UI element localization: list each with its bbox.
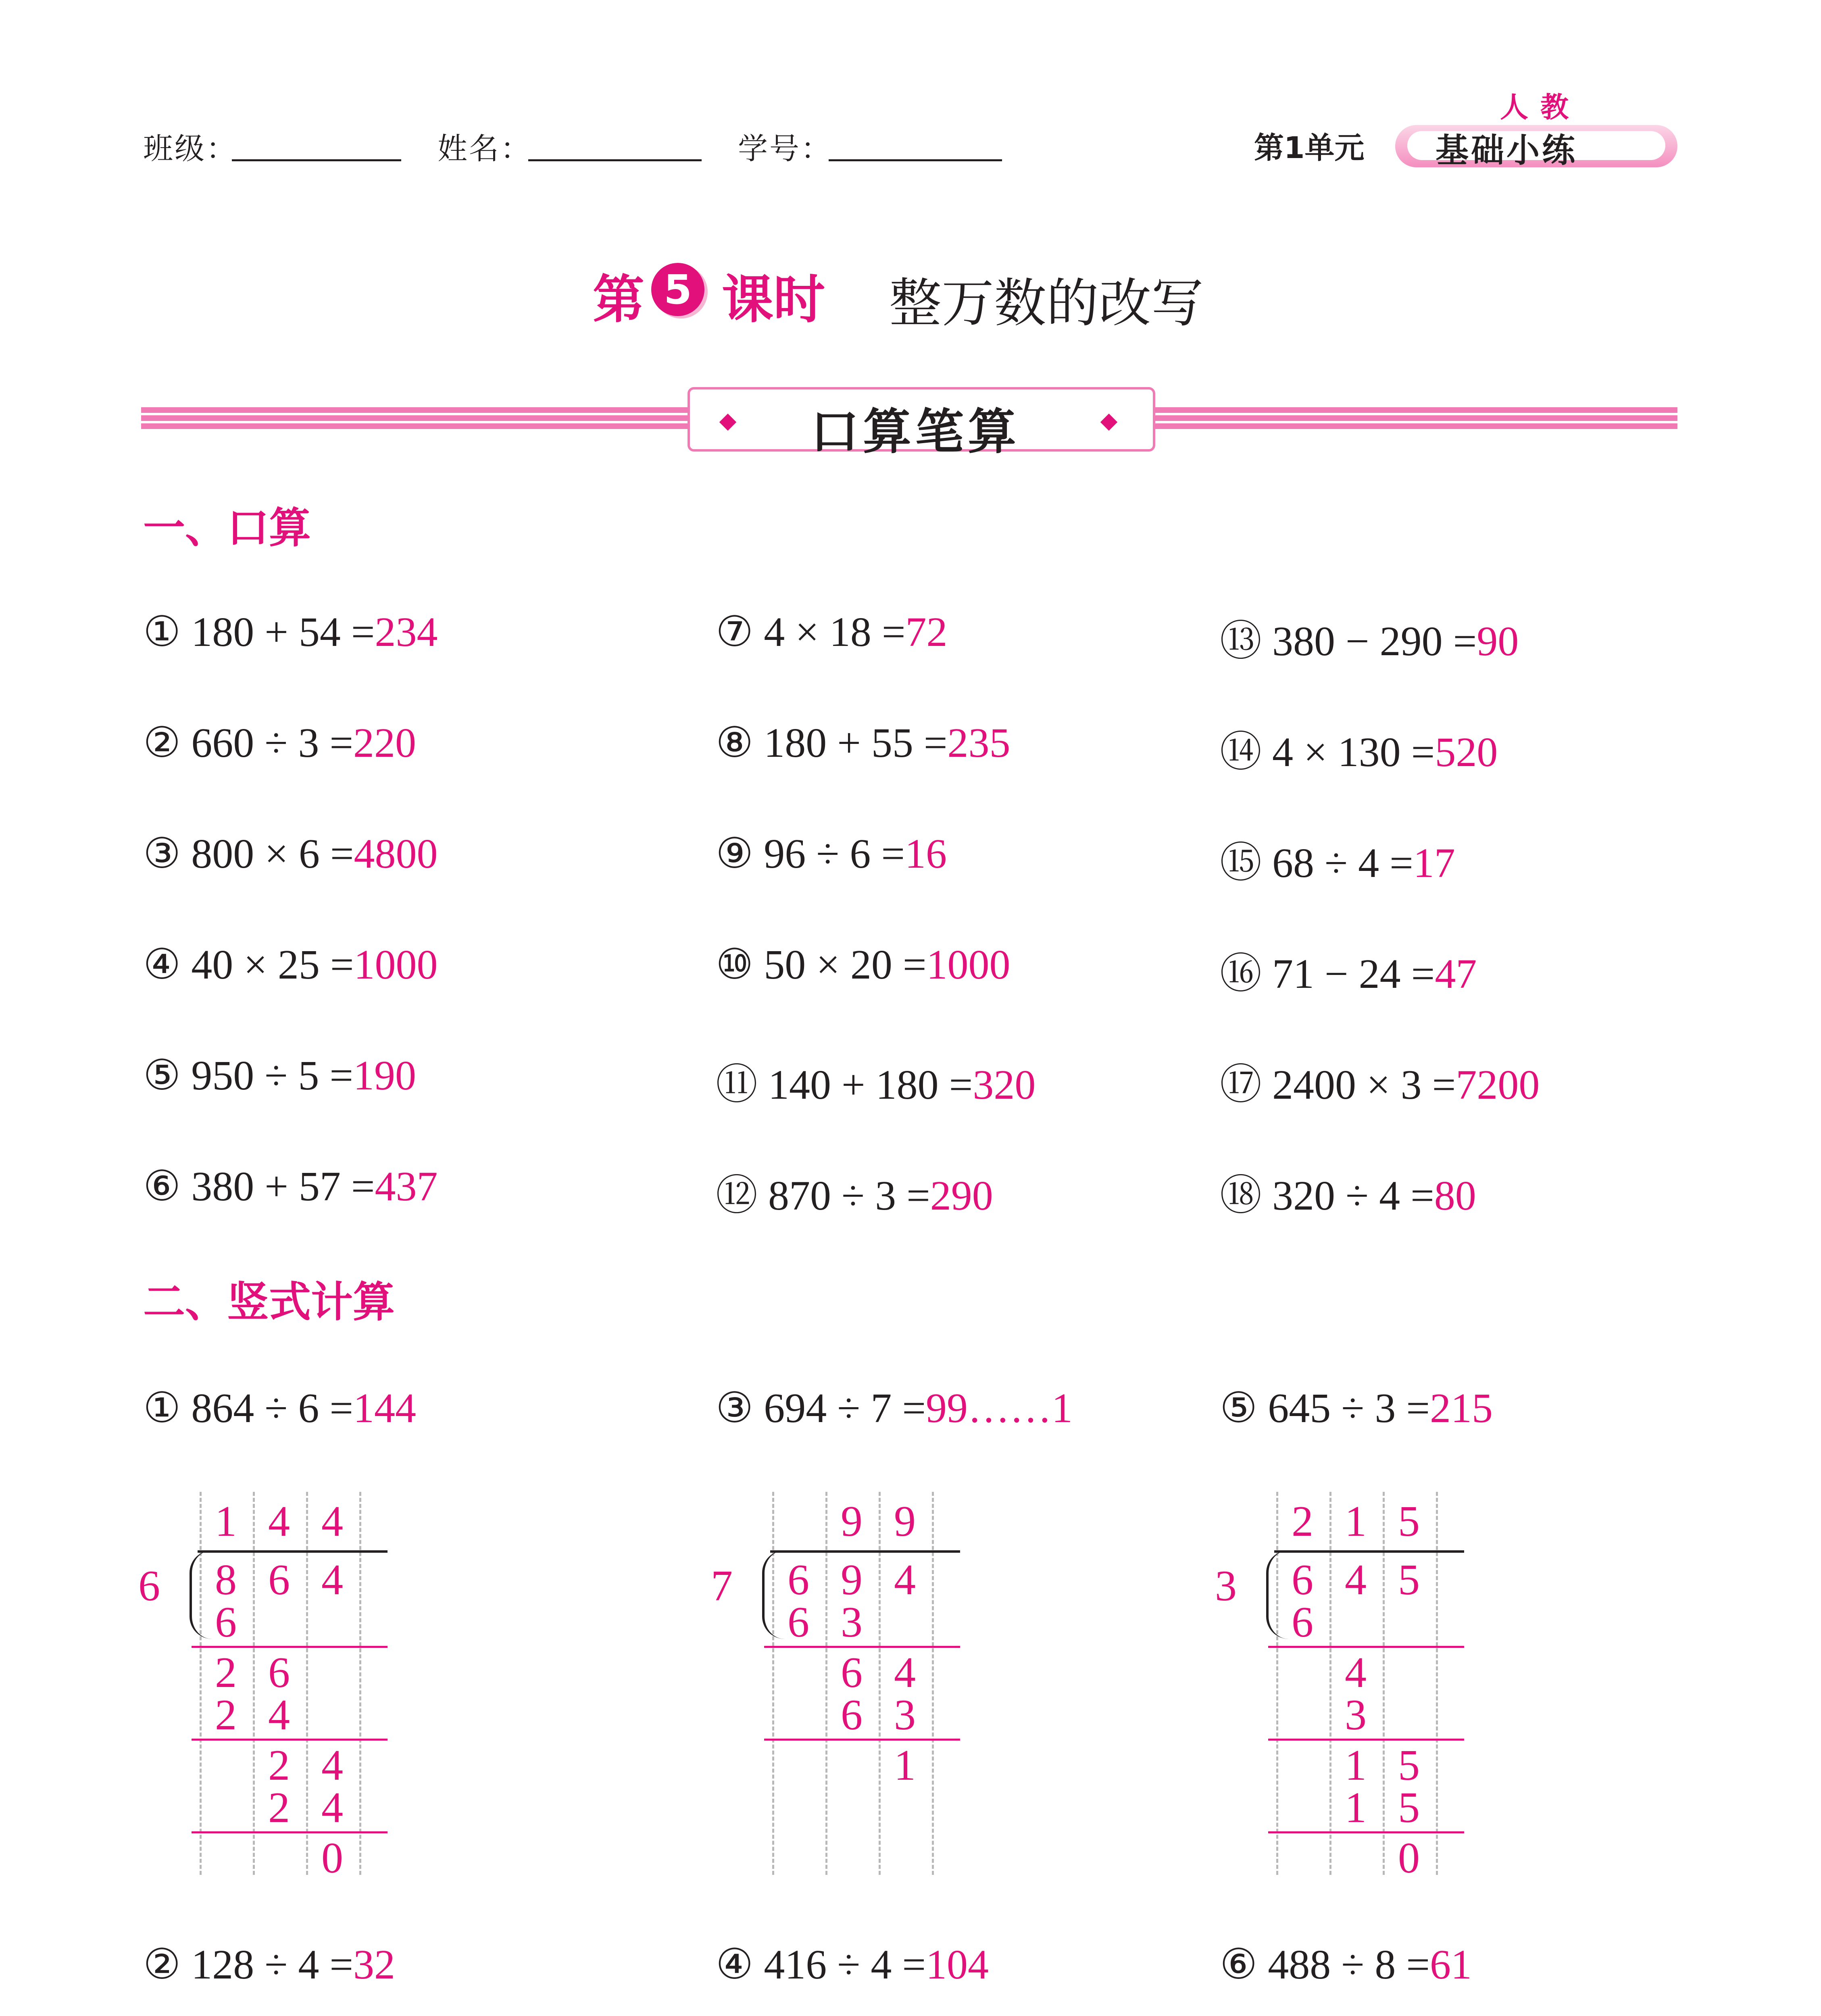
item-number: ⑤ [143, 1052, 192, 1099]
division-problem [1220, 1383, 1493, 1432]
division-problem [716, 1383, 1073, 1432]
class-blank[interactable] [232, 159, 401, 161]
item-answer[interactable]: 47 [1435, 951, 1477, 997]
subtraction-line [1268, 1831, 1464, 1833]
quotient-digit[interactable]: 1 [215, 1497, 237, 1545]
working-digit[interactable]: 4 [321, 1741, 343, 1789]
item-answer[interactable]: 32 [353, 1941, 395, 1988]
quotient-digit[interactable]: 5 [1398, 1497, 1420, 1545]
item-number: ⑥ [1220, 1941, 1268, 1988]
mental-math-item [716, 829, 947, 878]
item-expression: 4 × 18 = [764, 609, 906, 655]
item-answer[interactable]: 17 [1413, 840, 1455, 886]
working-digit[interactable]: 1 [894, 1741, 916, 1789]
item-expression: 180 + 55 = [764, 720, 948, 766]
item-number: ⑭ [1220, 729, 1273, 775]
lesson-title: 整万数的改写 [889, 273, 1204, 334]
division-problem [1220, 1939, 1472, 1989]
working-digit[interactable]: 0 [1398, 1834, 1420, 1882]
item-expression: 128 ÷ 4 = [191, 1941, 353, 1988]
band-title: 口算笔算 [810, 404, 1020, 460]
working-digit[interactable]: 5 [1398, 1741, 1420, 1789]
item-answer[interactable]: 190 [353, 1052, 416, 1099]
working-digit[interactable]: 4 [894, 1649, 916, 1697]
division-problem [716, 1939, 989, 1989]
working-digit[interactable]: 5 [1398, 1784, 1420, 1832]
item-answer[interactable]: 16 [904, 831, 947, 877]
mental-math-item [143, 1161, 438, 1210]
item-answer[interactable]: 235 [947, 720, 1011, 766]
division-problem [143, 1383, 416, 1432]
working-digit[interactable]: 6 [215, 1598, 237, 1646]
item-expression: 870 ÷ 3 = [768, 1173, 930, 1219]
item-answer[interactable]: 99……1 [925, 1385, 1073, 1431]
subtraction-line [192, 1739, 388, 1741]
division-bracket-bar [770, 1550, 960, 1553]
item-expression: 68 ÷ 4 = [1272, 840, 1413, 886]
mental-math-item [1220, 939, 1477, 1000]
item-expression: 864 ÷ 6 = [191, 1385, 353, 1431]
grid-guide-line [359, 1492, 361, 1875]
item-number: ⑧ [716, 720, 764, 766]
item-answer[interactable]: 61 [1429, 1941, 1472, 1988]
dividend-digit: 8 [215, 1556, 237, 1604]
dividend-digit: 6 [788, 1556, 809, 1604]
item-number: ⑮ [1220, 840, 1273, 886]
subtraction-line [192, 1646, 388, 1648]
section-title-vertical-division: 二、竖式计算 [143, 1277, 395, 1327]
working-digit[interactable]: 3 [894, 1691, 916, 1739]
item-number: ④ [716, 1941, 764, 1988]
mental-math-item [1220, 1050, 1540, 1111]
working-digit[interactable]: 3 [1345, 1691, 1367, 1739]
working-digit[interactable]: 4 [268, 1691, 290, 1739]
grid-guide-line [932, 1492, 934, 1875]
item-number: ⑥ [143, 1163, 192, 1210]
item-expression: 180 + 54 = [191, 609, 375, 655]
lesson-prefix: 第 [593, 270, 645, 330]
divisor: 7 [711, 1562, 733, 1610]
quotient-digit[interactable]: 4 [268, 1497, 290, 1545]
item-answer[interactable]: 90 [1477, 618, 1519, 664]
item-answer[interactable]: 104 [925, 1941, 989, 1988]
item-expression: 950 ÷ 5 = [191, 1052, 353, 1099]
publisher-label: 人教 [1500, 91, 1581, 124]
item-number: ③ [143, 831, 192, 877]
subtraction-line [1268, 1739, 1464, 1741]
item-answer[interactable]: 80 [1434, 1173, 1476, 1219]
lesson-suffix: 课时 [722, 270, 825, 330]
mental-math-item [143, 607, 438, 656]
item-expression: 71 − 24 = [1272, 951, 1435, 997]
item-answer[interactable]: 1000 [926, 941, 1011, 988]
mental-math-item [143, 939, 438, 989]
working-digit[interactable]: 1 [1345, 1784, 1367, 1832]
item-expression: 660 ÷ 3 = [191, 720, 353, 766]
item-answer[interactable]: 7200 [1456, 1062, 1540, 1108]
item-answer[interactable]: 520 [1435, 729, 1498, 775]
item-number: ⑦ [716, 609, 764, 655]
item-expression: 380 − 290 = [1272, 618, 1477, 664]
lesson-number: 5 [651, 263, 704, 316]
item-number: ⑱ [1220, 1173, 1273, 1219]
divisor: 3 [1215, 1562, 1237, 1610]
item-answer[interactable]: 320 [973, 1062, 1036, 1108]
working-digit[interactable]: 2 [268, 1784, 290, 1832]
mental-math-item [716, 1050, 1036, 1111]
working-digit[interactable]: 6 [268, 1649, 290, 1697]
item-answer[interactable]: 1000 [354, 941, 438, 988]
name-label: 姓名： [438, 131, 532, 166]
item-expression: 694 ÷ 7 = [764, 1385, 926, 1431]
working-digit[interactable]: 4 [321, 1784, 343, 1832]
item-number: ⑬ [1220, 618, 1273, 664]
item-number: ② [143, 1941, 192, 1988]
item-number: ① [143, 609, 192, 655]
dividend-digit: 5 [1398, 1556, 1420, 1604]
item-expression: 50 × 20 = [764, 941, 927, 988]
item-number: ⑫ [716, 1173, 769, 1219]
divisor: 6 [138, 1562, 160, 1610]
working-digit[interactable]: 3 [841, 1598, 863, 1646]
item-answer[interactable]: 215 [1429, 1385, 1493, 1431]
quotient-digit[interactable]: 1 [1345, 1497, 1367, 1545]
item-expression: 416 ÷ 4 = [764, 1941, 926, 1988]
grid-guide-line [1436, 1492, 1438, 1875]
working-digit[interactable]: 6 [841, 1691, 863, 1739]
subtraction-line [192, 1831, 388, 1833]
working-digit[interactable]: 2 [215, 1691, 237, 1739]
mental-math-item [1220, 1161, 1476, 1222]
working-digit[interactable]: 0 [321, 1834, 343, 1882]
item-expression: 488 ÷ 8 = [1268, 1941, 1430, 1988]
item-answer[interactable]: 437 [375, 1163, 438, 1210]
item-expression: 380 + 57 = [191, 1163, 375, 1210]
item-expression: 2400 × 3 = [1272, 1062, 1456, 1108]
subtraction-line [764, 1646, 960, 1648]
dividend-digit: 4 [894, 1556, 916, 1604]
item-expression: 40 × 25 = [191, 941, 354, 988]
mental-math-item [1220, 718, 1498, 778]
working-digit[interactable]: 2 [268, 1741, 290, 1789]
item-number: ② [143, 720, 192, 766]
item-number: ④ [143, 941, 192, 988]
item-expression: 800 × 6 = [191, 831, 354, 877]
subtraction-line [1268, 1646, 1464, 1648]
item-number: ⑯ [1220, 951, 1273, 997]
mental-math-item [716, 607, 948, 656]
working-digit[interactable]: 6 [841, 1649, 863, 1697]
item-answer[interactable]: 234 [375, 609, 438, 655]
item-answer[interactable]: 220 [353, 720, 416, 766]
series-label: 基础小练 [1436, 131, 1578, 170]
item-expression: 645 ÷ 3 = [1268, 1385, 1430, 1431]
dividend-digit: 4 [321, 1556, 343, 1604]
mental-math-item [716, 1161, 993, 1222]
item-number: ⑩ [716, 941, 764, 988]
dividend-digit: 9 [841, 1556, 863, 1604]
grid-guide-line [1276, 1492, 1278, 1875]
item-number: ⑤ [1220, 1385, 1268, 1431]
item-number: ⑪ [716, 1062, 769, 1108]
mental-math-item [143, 718, 416, 767]
name-blank[interactable] [528, 159, 702, 161]
working-digit[interactable]: 6 [1292, 1598, 1313, 1646]
mental-math-item [716, 939, 1011, 989]
mental-math-item [143, 1050, 416, 1100]
item-answer[interactable]: 144 [353, 1385, 416, 1431]
working-digit[interactable]: 2 [215, 1649, 237, 1697]
quotient-digit[interactable]: 9 [841, 1497, 863, 1545]
item-expression: 140 + 180 = [768, 1062, 973, 1108]
working-digit[interactable]: 6 [788, 1598, 809, 1646]
division-problem [143, 1939, 395, 1989]
dividend-digit: 6 [1292, 1556, 1313, 1604]
item-number: ① [143, 1385, 192, 1431]
item-number: ⑰ [1220, 1062, 1273, 1108]
mental-math-item [143, 829, 438, 878]
division-bracket-bar [198, 1550, 388, 1553]
item-number: ③ [716, 1385, 764, 1431]
working-digit[interactable]: 1 [1345, 1741, 1367, 1789]
grid-guide-line [772, 1492, 774, 1875]
item-number: ⑨ [716, 831, 764, 877]
mental-math-item [1220, 829, 1455, 889]
item-answer[interactable]: 290 [930, 1173, 993, 1219]
mental-math-item [1220, 607, 1519, 667]
item-answer[interactable]: 4800 [354, 831, 438, 877]
section-title-mental-math: 一、口算 [143, 503, 311, 552]
unit-label: 第1单元 [1254, 131, 1365, 165]
dividend-digit: 6 [268, 1556, 290, 1604]
quotient-digit[interactable]: 2 [1292, 1497, 1313, 1545]
quotient-digit[interactable]: 9 [894, 1497, 916, 1545]
item-expression: 96 ÷ 6 = [764, 831, 905, 877]
division-bracket-bar [1274, 1550, 1464, 1553]
subtraction-line [764, 1739, 960, 1741]
item-answer[interactable]: 72 [905, 609, 948, 655]
quotient-digit[interactable]: 4 [321, 1497, 343, 1545]
dividend-digit: 4 [1345, 1556, 1367, 1604]
item-expression: 4 × 130 = [1272, 729, 1435, 775]
working-digit[interactable]: 4 [1345, 1649, 1367, 1697]
item-expression: 320 ÷ 4 = [1272, 1173, 1434, 1219]
student-id-label: 学号： [738, 131, 832, 166]
student-id-blank[interactable] [829, 159, 1002, 161]
mental-math-item [716, 718, 1011, 767]
class-label: 班级： [143, 131, 238, 166]
